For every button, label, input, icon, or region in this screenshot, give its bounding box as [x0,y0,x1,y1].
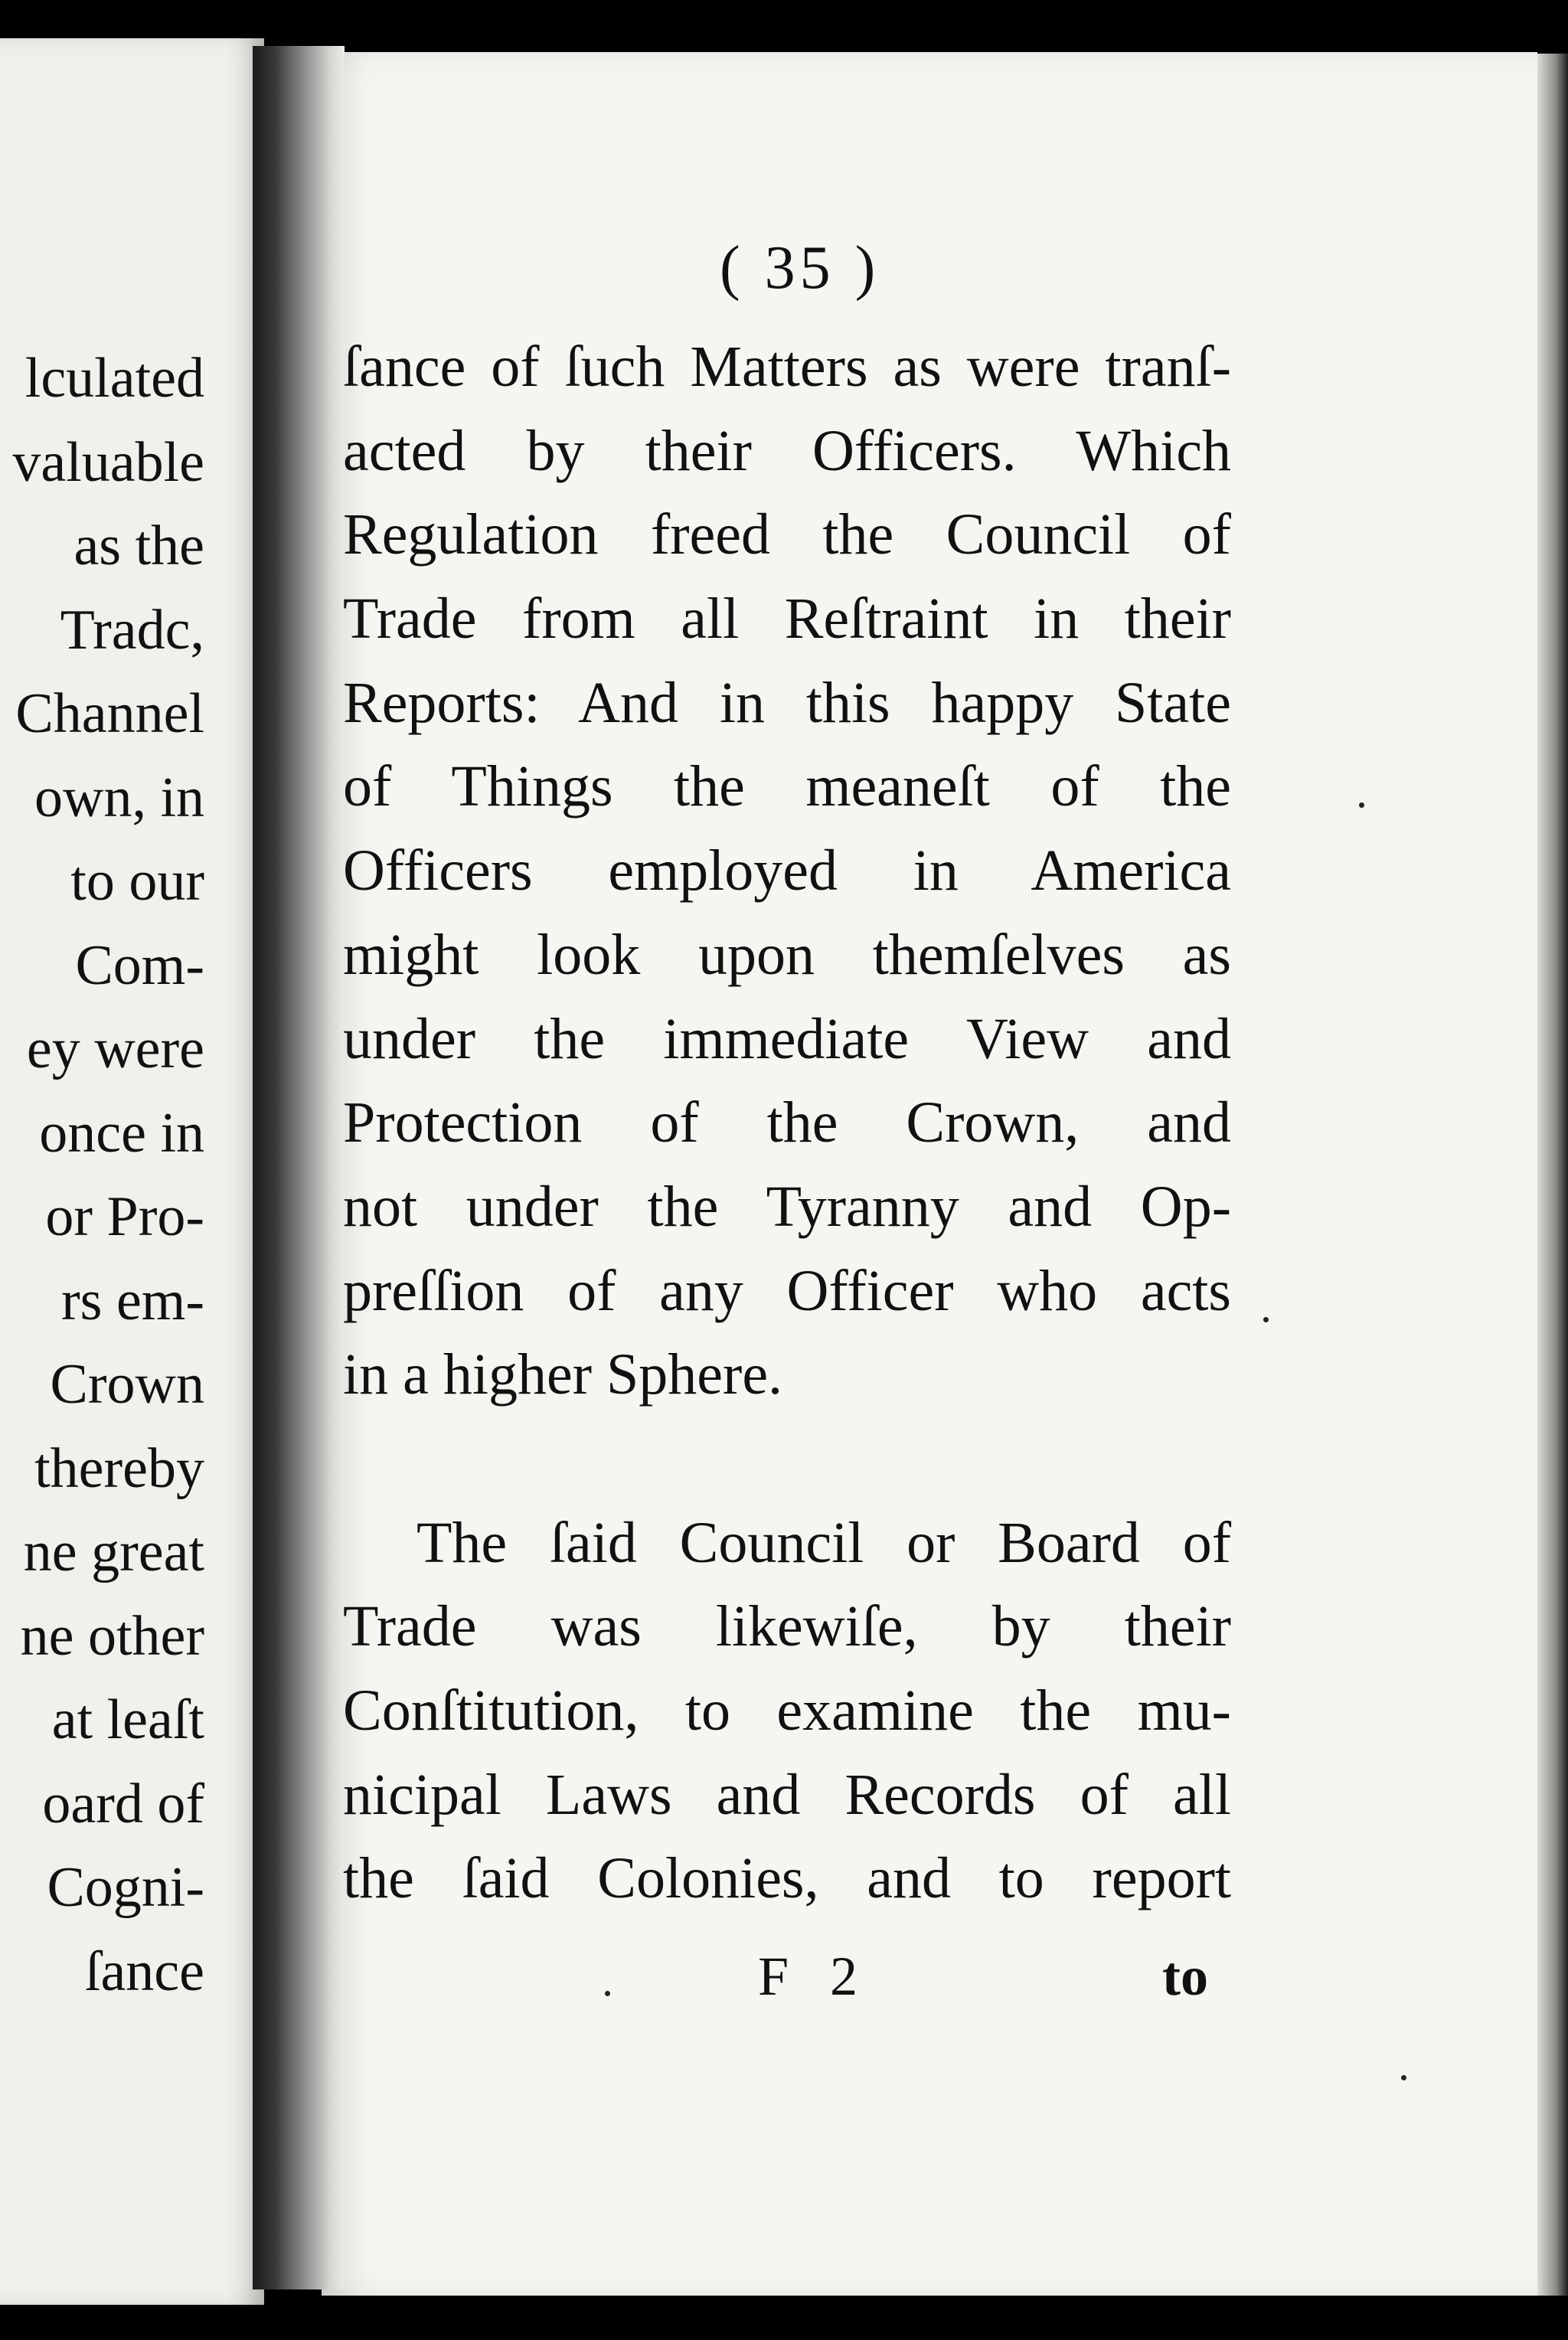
text-line: Trade was likewiſe, by their [343,1594,1231,1659]
text-line: Conſtitution, to examine the mu- [343,1678,1231,1743]
ink-speck [1263,1317,1269,1322]
page-number: ( 35 ) [720,234,880,302]
left-line: Com- [75,933,204,997]
left-line: ey were [26,1018,204,1080]
text-line: the ſaid Colonies, and to report [343,1846,1231,1911]
text-line: ſance of ſuch Matters as were tranſ- [343,335,1231,399]
page-edge [1537,54,1568,2296]
left-line: rs em- [61,1269,204,1332]
left-line: thereby [34,1436,204,1500]
text-line: acted by their Officers. Which [343,418,1231,483]
left-line: Channel [15,682,204,745]
left-line: to our [70,850,204,913]
left-line: once in [39,1101,204,1165]
page-body-text [343,325,1231,1921]
text-line: Reports: And in this happy State [343,670,1231,735]
left-line: Cogni- [47,1856,204,1919]
text-line: in a higher Sphere. [343,1342,783,1407]
left-line: at leaſt [51,1688,204,1751]
text-line: might look upon themſelves as [343,922,1231,987]
left-line: valuable [12,430,204,494]
ink-speck [1401,2075,1406,2080]
left-line: as the [74,515,204,577]
ink-speck [605,1991,610,1996]
left-line: ne great [23,1521,204,1583]
catchword: to [1162,1946,1208,2007]
text-line: The ſaid Council or Board of [416,1510,1231,1575]
text-line: Trade from all Reſtraint in their [343,587,1231,652]
left-page-text [12,337,204,2014]
left-line: or Pro- [45,1185,204,1248]
text-line: Protection of the Crown, and [343,1090,1231,1155]
left-line: lculated [24,347,204,410]
text-line: of Things the meaneſt of the [343,754,1231,819]
paragraph-gap [343,1417,1231,1502]
text-line: Regulation freed the Council of [343,502,1231,567]
left-line: ſance [84,1940,204,2003]
text-line: Officers employed in America [343,838,1231,904]
left-line: Crown [50,1353,204,1416]
ink-speck [1359,802,1364,808]
left-line: own, in [34,766,204,829]
text-line: not under the Tyranny and Op- [343,1174,1231,1239]
left-facing-page [0,38,264,2305]
text-line: preſſion of any Officer who acts [343,1258,1231,1323]
book-gutter [253,46,345,2289]
left-line: ne other [20,1604,204,1668]
left-line: Tradc, [60,598,204,662]
signature-mark: F 2 [758,1946,872,2007]
text-line: under the immediate View and [343,1006,1231,1071]
left-line: oard of [42,1772,204,1835]
text-line: nicipal Laws and Records of all [343,1762,1231,1827]
